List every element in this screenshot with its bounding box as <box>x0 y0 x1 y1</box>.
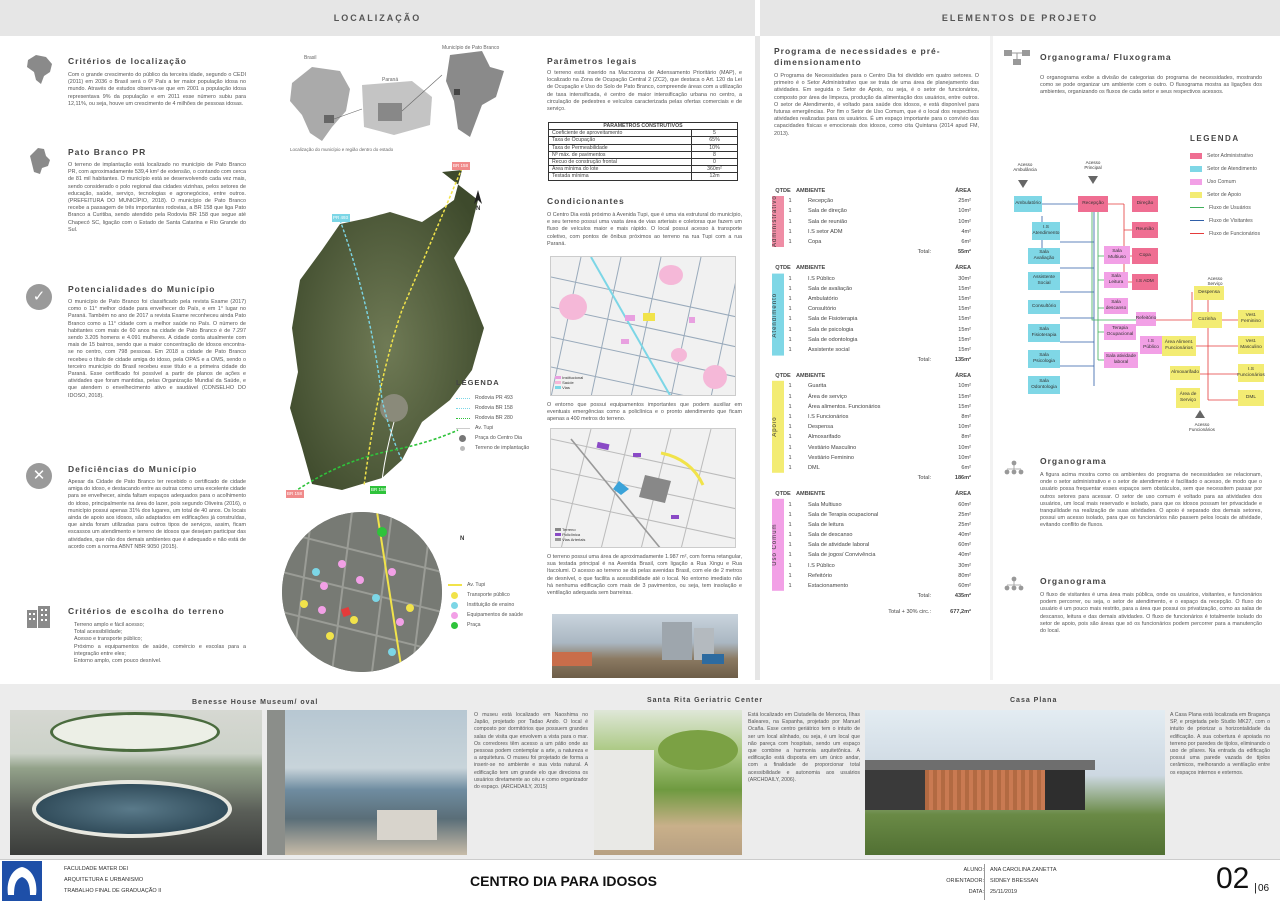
legend-item: Rodovia PR 493 <box>456 393 546 403</box>
table-row: 1 Despensa 10m² <box>788 424 971 431</box>
column-divider <box>990 36 993 680</box>
aluno-label: ALUNO: <box>963 867 984 873</box>
page-separator: | <box>1254 882 1257 894</box>
location-maps <box>282 45 540 155</box>
table-row: 1 Copa 6m² <box>788 239 971 246</box>
legend-item: Setor de Apoio <box>1190 188 1275 201</box>
brazil-map-icon <box>24 52 54 86</box>
legend-item: Av. Tupi <box>448 580 543 590</box>
program-section <box>772 186 977 257</box>
casa-plana-photo <box>865 710 1165 855</box>
total-pages: 06 <box>1258 883 1270 894</box>
ref-benesse-title: Benesse House Museum/ oval <box>192 699 319 706</box>
potencialidades-text: O município de Pato Branco foi classificado pela revista Exame (2017) como o 11° melhor cidade para envelhecer do País, e em 1° lugar no Paraná. Também no ano de 2017 a revista Exame reconheceu ainda Pato Branco como a 11° cidade com a melhor saúde no País. O número de habitantes com mais de 60 anos na cidade de Pato Branco é de 7.297 sendo 3.205 homens e 4.091 mulheres. A cidade conta atualmente com mais de 15 bairros, sendo que a maior concentração de idosos encontra-se no centro, com 798 pessoas. Em 2018 a cidade de Pato Branco recebeu o título de cidade amiga do idoso, pela OPAS e a OMS, sendo o terceiro município do Brasil recebeu esse título e a primeira cidade do Paraná. Esse certificado foi possível a partir de planos de ações e atividades que foram mantidas, pelas Organização Mundial da Saúde, e que atendem o envelhecimento ativo e saudável (CONSELHO DO IDOSO, 2018). <box>68 299 246 399</box>
list-item: Entorno amplo, com pouco desnível. <box>74 658 162 665</box>
list-item: Acesso e transporte público; <box>74 636 143 643</box>
flow-node-almoxarifado: Almoxarifado <box>1170 366 1200 380</box>
condicionantes-text2: O entorno que possui equipamentos importantes que podem auxiliar em eventuais emergências como a policlínica e o pronto atendimento que ficam apenas a 400 metros do terreno. <box>547 402 742 423</box>
footer-course: ARQUITETURA E URBANISMO <box>64 877 144 883</box>
legend-item: Transporte público <box>448 590 543 600</box>
organograma-fluxo-text: O organograma exibe a divisão de categorias do programa de necessidades, mostrando como se pode organizar um ambiente com o outro. O fluxograma mostra as ligações dos ambientes, organizando os fluxos de cada setor e seus respectivos acessos. <box>1040 75 1262 96</box>
flowchart <box>1012 160 1267 435</box>
col-area: ÁREA <box>955 265 971 272</box>
col-qtde: QTDE <box>775 373 791 380</box>
parana-map-icon <box>28 146 52 176</box>
program-header-row <box>772 489 977 499</box>
legend-title: LEGENDA <box>1190 134 1240 143</box>
flow-node-vest-feminino: Vest. Feminino <box>1238 310 1264 328</box>
flow-node-descanso: Sala descanso <box>1104 298 1128 314</box>
flow-node-odontologia: Sala Odontologia <box>1028 376 1060 394</box>
road-label: PR 493 <box>333 215 349 220</box>
legend-item: Rodovia BR 158 <box>456 403 546 413</box>
program-section <box>772 263 977 365</box>
legend-item: Praça do Centro Dia <box>456 433 546 443</box>
santa-rita-photo <box>594 710 742 855</box>
table-title: PARÂMETROS CONSTRUTIVOS <box>549 123 738 130</box>
table-row: 1 Sala de Fisioterapia 15m² <box>788 316 971 323</box>
table-row: 1 Recepção 25m² <box>788 198 971 205</box>
legend-item: Instituição de ensino <box>448 600 543 610</box>
program-header-row <box>772 371 977 381</box>
org-chart-icon <box>1004 576 1024 592</box>
flow-node-dml: DML <box>1238 390 1264 406</box>
check-icon: ✓ <box>26 284 52 310</box>
legend-item: Terreno de implantação <box>456 443 546 453</box>
flow-node-is-atendimento: I.S Atendimento <box>1032 222 1060 240</box>
legend-item: Uso Comum <box>1190 175 1275 188</box>
condicionantes-text1: O Centro Dia está próximo à Avenida Tupi, que é uma via estrutural do município, e seu terreno possui uma vasta área de vias arteriais e coletoras que fazem um fluxo de veículos maior e mais rápido. O local possui acesso à transporte coletivo, com pontos de ônibus próximos ao terreno na rua Tupi com a rua Paraná. <box>547 212 742 247</box>
table-row: 1 Sala de atividade laboral 60m² <box>788 542 971 549</box>
pato-branco-title: Pato Branco PR <box>68 147 147 157</box>
map-legend: Institucional Saúde Vias <box>555 375 583 390</box>
legend-item: Setor Administrativo <box>1190 149 1275 162</box>
satellite-map <box>282 160 540 505</box>
condicionantes-title: Condicionantes <box>547 196 625 206</box>
flow-node-laboral: Sala atividade laboral <box>1104 352 1138 368</box>
col-ambiente: AMBIENTE <box>796 265 826 272</box>
flow-node-recepcao: Recepção <box>1078 196 1108 212</box>
table-row: 1 Sala de psicologia 15m² <box>788 326 971 333</box>
flow-node-despensa: Despensa <box>1194 286 1224 300</box>
map-legend: Terreno Policlínica Vias Arteriais <box>555 527 585 542</box>
program-total-row: Total: 55m² <box>917 249 971 256</box>
deficiencias-title: Deficiências do Município <box>68 464 198 474</box>
footer-divider <box>984 864 985 900</box>
legend-title: LEGENDA <box>456 378 500 387</box>
table-row: 1 Sala de jogos/ Convivência 40m² <box>788 552 971 559</box>
col-qtde: QTDE <box>775 491 791 498</box>
road-label: BR 158 <box>287 491 303 496</box>
program-section <box>772 489 977 601</box>
orientador-label: ORIENTADOR: <box>946 878 984 884</box>
list-item: Próximo a equipamentos de saúde, comércio e escolas para a integração entre eles; <box>74 643 246 657</box>
header-elementos: ELEMENTOS DE PROJETO <box>760 0 1280 36</box>
map-legend <box>456 378 546 453</box>
parametros-table <box>548 122 738 181</box>
legend-item: Rodovia BR 280 <box>456 413 546 423</box>
flow-node-ambulatorio: Ambulatório <box>1014 196 1042 212</box>
col-qtde: QTDE <box>775 188 791 195</box>
north-label: N <box>460 536 465 542</box>
flow-node-terapia: Terapia Ocupacional <box>1104 324 1136 340</box>
program-section-label: Apoio <box>772 381 784 473</box>
org-chart-icon <box>1004 460 1024 476</box>
flowchart-icon <box>1004 48 1030 66</box>
table-row: 1 Vestiário Feminino 10m² <box>788 454 971 461</box>
road-label: BR 158 <box>453 163 469 168</box>
programa-text: O Programa de Necessidades para o Centro Dia foi dividido em quatro setores. O primeiro é o Setor Administrativo que se trata de uma área de planejamento das atividades. Em seguida o Setor de Apoio, ou seja, é o setor de funcionários, composto por área de limpeza, produção da alimentação dos usuários, entre outros. O setor de Atendimento, é voltado para saúde dos idosos, e está disponível para futuras emergências. Por fim o Setor de Uso Comum, que é o local dos respectivos atividades realizadas para os usuários. É um espaço importante para o convívio das capacidades físicas e emocionais dos idosos, como cita Quintana (2014 apud FM, 2013). <box>774 73 979 137</box>
program-header-row <box>772 263 977 273</box>
map-caption: Localização do município e região dentro do estado <box>290 147 394 152</box>
flow-node-reuniao: Reunião <box>1132 222 1158 238</box>
table-row: 1 I.S Funcionários 8m² <box>788 414 971 421</box>
organograma2-text: O fluxo de visitantes é uma área mais pública, onde os usuários, visitantes, e funcionários podem percorrer, ou seja, o setor de atendimento, e o espaço da recepção. O fluxo do usuário é um pouco mais restrito, para a área que possui os privatização, como as salas de descanso, leitura e das demais atividades. O fluxo de funcionários é totalmente isolado do setor de apoio, pois são áreas que só os funcionários podem percorrer para a manutenção do local. <box>1040 592 1262 635</box>
table-row: 1 Área de serviço 15m² <box>788 393 971 400</box>
deficiencias-text: Apesar da Cidade de Pato Branco ter recebido o certificado de cidade amiga do idoso, e destacando entre as outras como uma excelente cidade para se envelhecer, ainda faltam espaços adequados para o acolhimento do idoso, principalmente na área do lazer, pois segundo Oliveira (2016), o município possui apenas 31% dos lugares, um total de 40 anos. Os locais ainda de apoio aos idosos, são adaptados em edificações já construídas, que ainda foram utilizadas para outros tipos de serviços, assim, ficam escassos um atendimento e terreno de idosos que desejam participar das atividades, que não dos demais ambientes que é adequado e não está de acordo com a norma ABNT NBR 9050 (2015). <box>68 479 247 550</box>
flow-node-label: Acesso Ambulância <box>1013 162 1037 172</box>
map-label: Paraná <box>382 77 399 83</box>
list-item: Terreno amplo e fácil acesso; <box>74 622 145 628</box>
benesse-photo-1 <box>10 710 262 855</box>
buildings-icon <box>26 604 52 628</box>
table-row: 1 DML 6m² <box>788 464 971 471</box>
flow-node-sala-avaliacao: Sala Avaliação <box>1028 248 1060 264</box>
map-label: Brasil <box>304 55 317 61</box>
table-row: 1 Sala de Terapia ocupacional 25m² <box>788 511 971 518</box>
program-total-row: Total: 435m² <box>917 593 971 600</box>
list-item: Total acessibilidade; <box>74 629 123 636</box>
program-total-row: Total: 186m² <box>917 475 971 482</box>
table-row: 1 Sala de reunião 10m² <box>788 218 971 225</box>
terrain-photo <box>552 614 738 678</box>
organograma-fluxo-title: Organograma/ Fluxograma <box>1040 52 1172 62</box>
x-icon: ✕ <box>26 463 52 489</box>
flow-node-leitura: Sala Leitura <box>1104 272 1128 288</box>
data-label: DATA: <box>968 889 984 895</box>
legend-item: Praça <box>448 620 543 630</box>
table-row: Testada mínima 12m <box>549 173 738 180</box>
col-ambiente: AMBIENTE <box>796 373 826 380</box>
program-grand-total: Total + 30% circ.: 677,2m² <box>888 609 971 616</box>
program-section-label: Atendimento <box>772 274 784 356</box>
ref-santa-rita-text: Está localizado em Ciutadella de Menorca, Ilhas Baleares, na Espanha, projetado por Manuel Ocaña. Esse centro geriátrico tem o intuito de ser um local alinhado, ou seja, é um local que não pareça com hospitais, sendo um espaço que combine a harmonia arquitetônica. A edificação está disposta em um único andar, com a finalidade de proporcionar total acessibilidade e autonomia aos usuários (ARCHDAILY, 2006). <box>748 712 860 783</box>
footer-institution: FACULDADE MATER DEI <box>64 866 129 872</box>
col-area: ÁREA <box>955 373 971 380</box>
parametros-title: Parâmetros legais <box>547 56 638 66</box>
flow-node-is-funcionarios: I.S Funcionários <box>1238 364 1264 382</box>
table-row: 1 Sala de leitura 25m² <box>788 521 971 528</box>
program-section-label: Administrativo <box>772 196 784 247</box>
flow-node-assistente-social: Assistente Social <box>1028 272 1060 290</box>
north-label: N <box>476 206 481 212</box>
page-number: 02 <box>1216 862 1250 895</box>
flow-node-area-alimentacao: Área Aliment. Funcionários <box>1162 336 1196 356</box>
col-area: ÁREA <box>955 188 971 195</box>
flow-node-is-adm: I.S ADM <box>1132 274 1158 290</box>
street-map-1 <box>550 256 736 396</box>
program-section <box>772 371 977 483</box>
ref-santa-rita-title: Santa Rita Geriatric Center <box>647 697 764 704</box>
flow-node-psicologia: Sala Psicologia <box>1028 350 1060 368</box>
col-area: ÁREA <box>955 491 971 498</box>
table-row: 1 Consultório 15m² <box>788 306 971 313</box>
col-ambiente: AMBIENTE <box>796 188 826 195</box>
circle-map-legend <box>448 580 543 630</box>
organograma-text: A figura acima mostra como os ambientes do programa de necessidades se relacionam, onde o setor administrativo e o setor de atendimento é facilitado o acesso, de modo que o usuário possa frequentar esses espaços sem obstáculos, sem que necessitem passar por outros setores para acessar. O setor de uso comum é voltado para as atividades dos usuários, um local mais reservado e isolado, para que os idosos possam ter privacidade e tranquilidade na realização de suas atividades. O apoio é separado dos demais setores, possui um acesso isolado, para que os funcionários não passem pelos locais de atividade, evitando conflito de fluxos. <box>1040 472 1262 529</box>
table-row: Coeficiente de aproveitamento 5 <box>549 130 738 137</box>
table-row: 1 I.S Público 30m² <box>788 275 971 282</box>
flow-node-is-publico: I.S Público <box>1140 336 1162 354</box>
legend-item: Fluxo de Funcionários <box>1190 227 1275 240</box>
col-ambiente: AMBIENTE <box>796 491 826 498</box>
road-label: BR 158 <box>371 487 387 492</box>
flow-node-refeitorio: Refeitório <box>1136 312 1156 326</box>
table-row: 1 Sala Multiuso 60m² <box>788 501 971 508</box>
neighborhood-circle-map <box>282 512 442 672</box>
benesse-photo-2 <box>267 710 467 855</box>
legend-item: Equipamentos de saúde <box>448 610 543 620</box>
column-divider <box>755 36 760 680</box>
table-row: 1 Sala de descanso 40m² <box>788 532 971 539</box>
organograma-title: Organograma <box>1040 456 1107 466</box>
table-row: 1 Ambulatório 15m² <box>788 295 971 302</box>
table-row: 1 Vestiário Masculino 10m² <box>788 444 971 451</box>
program-section-label: Uso Comum <box>772 499 784 591</box>
program-total-row: Total: 135m² <box>917 357 971 364</box>
ref-casa-plana-title: Casa Plana <box>1010 697 1058 704</box>
pato-branco-text: O terreno de implantação está localizado no município de Pato Branco PR, com aproximadamente 539,4 km² de extensão, o contando com cerca de 81 mil habitantes. O município está se desenvolvendo cada vez mais, sendo considerado o polo regional das cidades vizinhas, pelos setores de educação, saúde, serviço, tecnologias e agronegócios, entre outros. (PREFEITURA DO MUNICÍPIO, 2018). O município de Pato Branco recebe a passagem de três importantes rodovias, a BR 158 que liga Pato Branco a Curitiba, sendo atendido pela Rodovia BR 158 que segue até Chapecó SC, ligação com o Estado de Santa Catarina e Rio Grande do Sul. <box>68 162 246 233</box>
program-table <box>772 186 977 618</box>
flow-node-multiuso: Sala Multiuso <box>1104 246 1130 264</box>
flow-node-label: Acesso Funcionários <box>1189 422 1215 432</box>
potencialidades-title: Potencialidades do Município <box>68 284 216 294</box>
table-row: 1 Almoxarifado 8m² <box>788 434 971 441</box>
table-row: Nº máx. de pavimentos 8 <box>549 151 738 158</box>
table-row: 1 Guarita 10m² <box>788 383 971 390</box>
flow-node-area-servico: Área de Serviço <box>1176 388 1200 408</box>
flow-node-label: Acesso Principal <box>1084 160 1102 170</box>
criterios-terreno-list <box>74 622 246 665</box>
table-row: 1 Sala de direção 10m² <box>788 208 971 215</box>
flow-node-consultorio: Consultório <box>1028 300 1060 314</box>
table-row: Área mínima do lote 360m² <box>549 166 738 173</box>
col-qtde: QTDE <box>775 265 791 272</box>
criterios-terreno-title: Critérios de escolha do terreno <box>68 606 225 616</box>
table-row: 1 Estacionamento 60m² <box>788 583 971 590</box>
flow-node-cozinha: Cozinha <box>1192 312 1222 328</box>
table-row: 1 Refeitório 80m² <box>788 572 971 579</box>
flow-node-vest-masculino: Vest. Masculino <box>1238 336 1264 354</box>
table-row: 1 Sala de avaliação 15m² <box>788 285 971 292</box>
aluno-value: ANA CAROLINA ZANETTA <box>990 867 1057 873</box>
orientador-value: SIDNEY BRESSAN <box>990 878 1039 884</box>
criterios-localizacao-title: Critérios de localização <box>68 56 187 66</box>
program-header-row <box>772 186 977 196</box>
table-row: 1 I.S Público 30m² <box>788 562 971 569</box>
table-row: Recuo de construção frontal 0 <box>549 158 738 165</box>
project-title: CENTRO DIA PARA IDOSOS <box>470 873 657 889</box>
legend-item: Setor de Atendimento <box>1190 162 1275 175</box>
table-row: Taxa de Permeabilidade 10% <box>549 144 738 151</box>
flow-node-copa: Copa <box>1132 248 1158 264</box>
ref-casa-plana-text: A Casa Plana está localizada em Bragança SP, e projetada pelo Studio MK27, com o intuito de priorizar a horizontalidade da edificação. A sua cobertura é apoiada no terreno por paredes de tijolos, eliminando o uso de pilares. Na entrada da edificação possui uma parede vazada de tijolos cerâmicos, melhorando a ventilação entre os espaços internos e externos. <box>1170 712 1270 776</box>
parametros-text: O terreno está inserido na Macrozona de Adensamento Prioritário (MAP), e localizado na Zona de Ocupação Central 2 (ZC2), que destaca o Art. 120 da Lei de Ocupação e Uso do Solo de Pato Branco, compreende áreas com a utilização de taxa intensificada, é centro de maior intensificação urbana no centro, a circulação de pedestres e veículos caracterizada pelas ofertas comerciais e de serviço. <box>547 70 742 113</box>
legend-item: Fluxo de Usuários <box>1190 201 1275 214</box>
table-row: 1 Assistente social 15m² <box>788 346 971 353</box>
flow-node-label: Acesso Serviço <box>1207 276 1223 286</box>
legend-item: Av. Tupi <box>456 423 546 433</box>
flow-node-fisioterapia: Sala Fisioterapia <box>1028 324 1060 342</box>
data-value: 25/11/2019 <box>990 889 1018 895</box>
organograma2-title: Organograma <box>1040 576 1107 586</box>
faculty-logo <box>2 861 42 901</box>
footer-work: TRABALHO FINAL DE GRADUAÇÃO II <box>64 888 162 894</box>
flow-node-direcao: Direção <box>1132 196 1158 212</box>
legend-item: Fluxo de Visitantes <box>1190 214 1275 227</box>
table-row: 1 Área alimentos. Funcionários 15m² <box>788 403 971 410</box>
map-label: Município de Pato Branco <box>442 45 500 51</box>
criterios-localizacao-text: Com o grande crescimento do público da terceira idade, segundo o CEDI (2011) em 2036 o Brasil será o 6º País a ter maior população idosa no mundo. Através de estudos observa-se que em 2001 a população idosa representava 9% da população e em 2011 esse número subiu para 12,11%, ou seja, houve um crescimento de 4 milhões de pessoas idosas. <box>68 72 246 107</box>
condicionantes-text3: O terreno possui uma área de aproximadamente 1.987 m², com forma retangular, sua testada principal é na Avenida Brasil, com ligação a Rua Xingu e Rua Itacolumi. O acesso ao terreno se dá pelas avenidas Brasil, com ele de 2 metros de desnível, o que facilita a acessibilidade até o local. No entorno imediato não há nenhuma edificação com mais de 3 pavimentos, ou seja, tem insolação e ventilação adequada sem barreiras. <box>547 554 742 597</box>
header-localizacao: LOCALIZAÇÃO <box>0 0 755 36</box>
street-map-2 <box>550 428 736 548</box>
table-row: 1 I.S setor ADM 4m² <box>788 228 971 235</box>
table-row: Taxa de Ocupação 65% <box>549 137 738 144</box>
ref-benesse-text: O museu está localizado em Naoshima no Japão, projetado por Tadao Ando. O local é composto por dormitórios que possuem grandes salas de visita que envolvem a vista para o mar. Os corredores têm acesso a um pátio onde as pessoas podem contemplar a arte, a natureza e a arquitetura. O museu foi projetado de forma a inserir-se no ambiente e sua vista natural. A edificação tem um grande elo que direciona os usuários diretamente ao céu e como organizador do espaço. (ARCHDAILY, 2015) <box>474 712 588 791</box>
programa-title: Programa de necessidades e pré-dimensionamento <box>774 46 941 67</box>
table-row: 1 Sala de odontologia 15m² <box>788 336 971 343</box>
